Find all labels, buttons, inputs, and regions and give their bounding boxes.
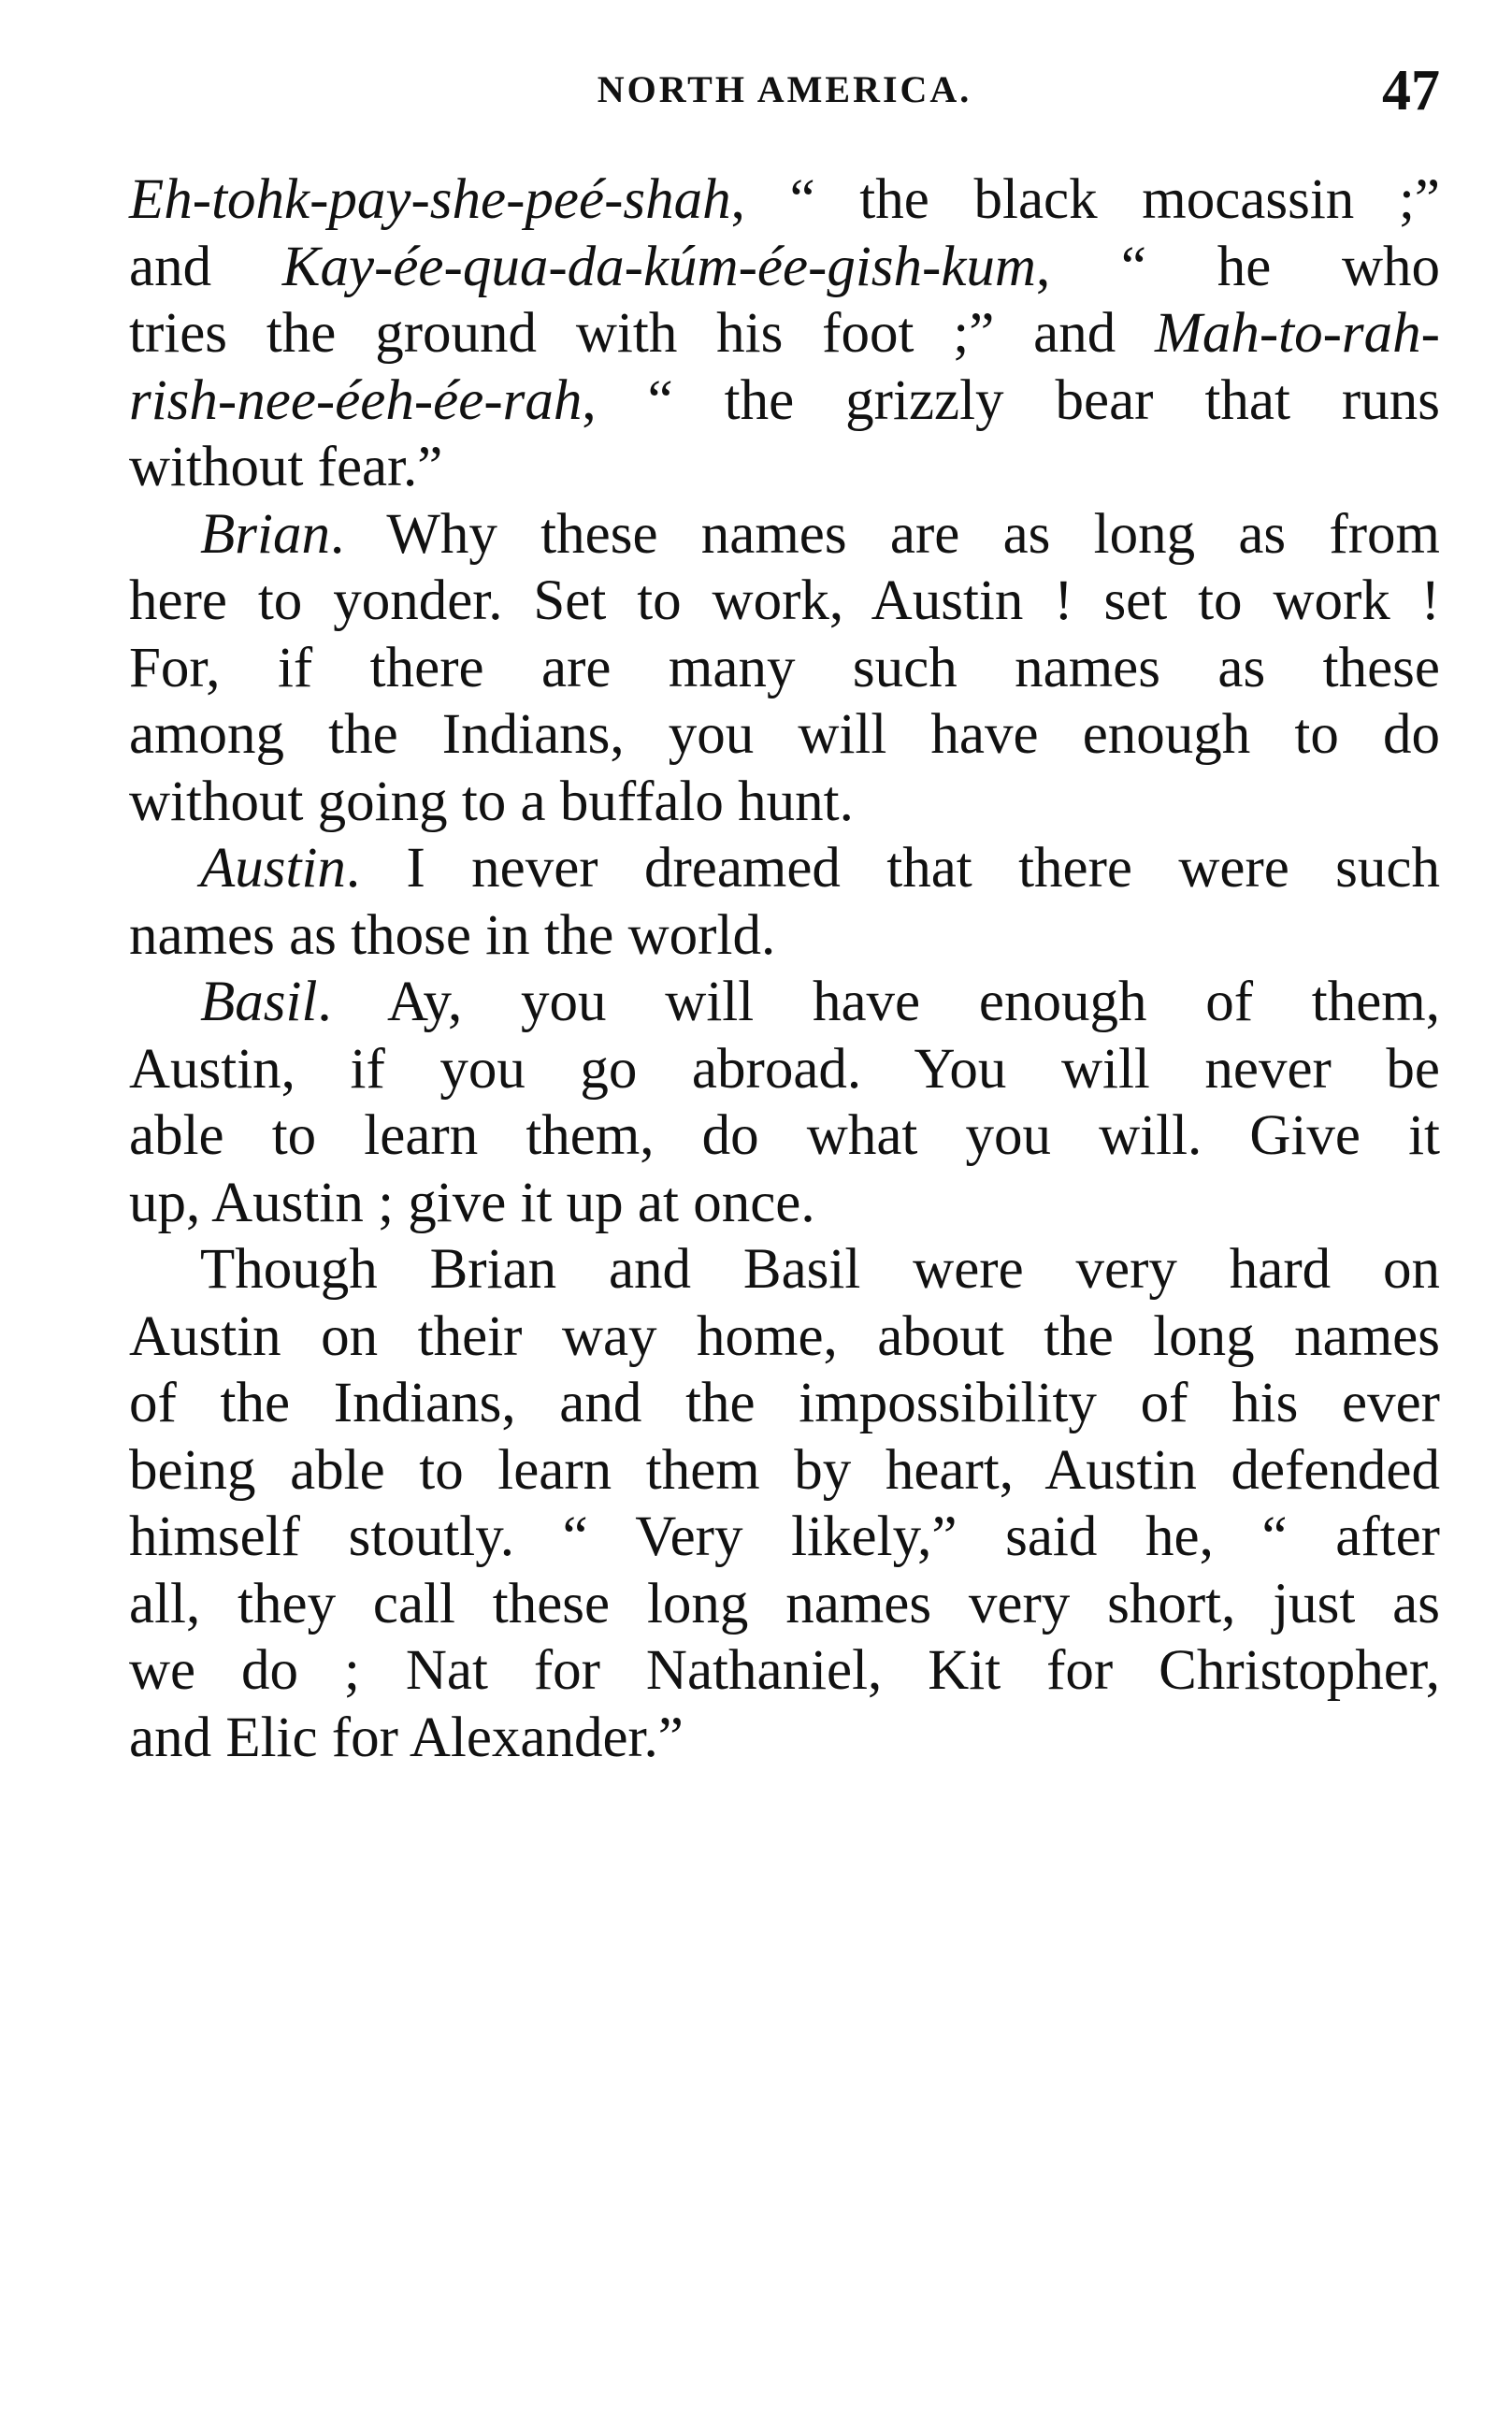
text-run: tries the ground with his foot ;” and (129, 302, 1156, 365)
text-run: For, if there are many such names as these (129, 636, 1440, 699)
text-line (129, 1170, 1440, 1237)
italic-name: Eh-tohk-pay-she-peé-shah (129, 168, 731, 231)
text-run: and Elic for Alexander.” (129, 1706, 684, 1769)
text-line (129, 835, 1440, 902)
text-run: being able to learn them by heart, Austin defended (129, 1438, 1440, 1502)
speaker-name: Brian (200, 502, 330, 566)
text-run: . I never dreamed that there were such (345, 837, 1440, 900)
text-line (129, 701, 1440, 769)
text-run: of the Indians, and the impossibility of his ever (129, 1372, 1440, 1434)
italic-name: Mah-to-rah- (1155, 302, 1440, 365)
text-run: , “ the grizzly bear that runs (582, 368, 1440, 432)
text-line (129, 367, 1440, 435)
text-line (129, 1303, 1440, 1371)
text-line (129, 501, 1440, 569)
text-line (129, 769, 1440, 836)
text-line (129, 969, 1440, 1036)
text-run: without fear.” (129, 436, 443, 498)
text-line (129, 635, 1440, 702)
text-run: we do ; Nat for Nathaniel, Kit for Christopher, (129, 1639, 1440, 1702)
text-run: , “ he who (1035, 235, 1441, 298)
italic-name: Kay-ée-qua-da-kúm-ée-gish-kum (281, 235, 1036, 298)
text-run: all, they call these long names very short, just as (129, 1572, 1440, 1635)
text-run: himself stoutly. “ Very likely,” said he, “ after (129, 1505, 1440, 1568)
text-run: among the Indians, you will have enough to do (129, 703, 1440, 766)
text-run: here to yonder. Set to work, Austin ! set to work ! (129, 569, 1440, 632)
text-run: , “ the black mocassin ;” (730, 168, 1440, 231)
text-run: able to learn them, do what you will. Give it (129, 1104, 1440, 1167)
text-line (129, 1036, 1440, 1103)
text-run: Though Brian and Basil were very hard on (200, 1238, 1440, 1301)
text-run: . Why these names are as long as from (329, 502, 1440, 566)
text-line (129, 234, 1440, 301)
text-line (129, 1504, 1440, 1571)
text-run: Austin, if you go abroad. You will never be (129, 1037, 1440, 1101)
text-line (129, 1236, 1440, 1303)
text-run: up, Austin ; give it up at once. (129, 1171, 815, 1234)
speaker-name: Austin (200, 837, 346, 900)
text-line (129, 1705, 1440, 1772)
text-line (129, 902, 1440, 970)
text-run: without going to a buffalo hunt. (129, 770, 854, 833)
text-line (129, 568, 1440, 635)
running-head (129, 59, 1440, 127)
body-text (129, 166, 1440, 1771)
text-line (129, 1370, 1440, 1437)
text-line (129, 1637, 1440, 1705)
page-number: 47 (1382, 59, 1440, 122)
text-line (129, 166, 1440, 234)
running-title: NORTH AMERICA. (597, 68, 972, 110)
text-line (129, 1102, 1440, 1170)
text-line (129, 1437, 1440, 1505)
text-run: names as those in the world. (129, 903, 776, 967)
text-line (129, 300, 1440, 367)
italic-name: rish-nee-éeh-ée-rah (129, 368, 583, 432)
text-run: . Ay, you will have enough of them, (317, 971, 1440, 1033)
text-run: Austin on their way home, about the long names (129, 1304, 1440, 1368)
text-run: and (129, 235, 282, 298)
speaker-name: Basil (200, 971, 318, 1033)
text-line (129, 1571, 1440, 1638)
text-line (129, 434, 1440, 501)
